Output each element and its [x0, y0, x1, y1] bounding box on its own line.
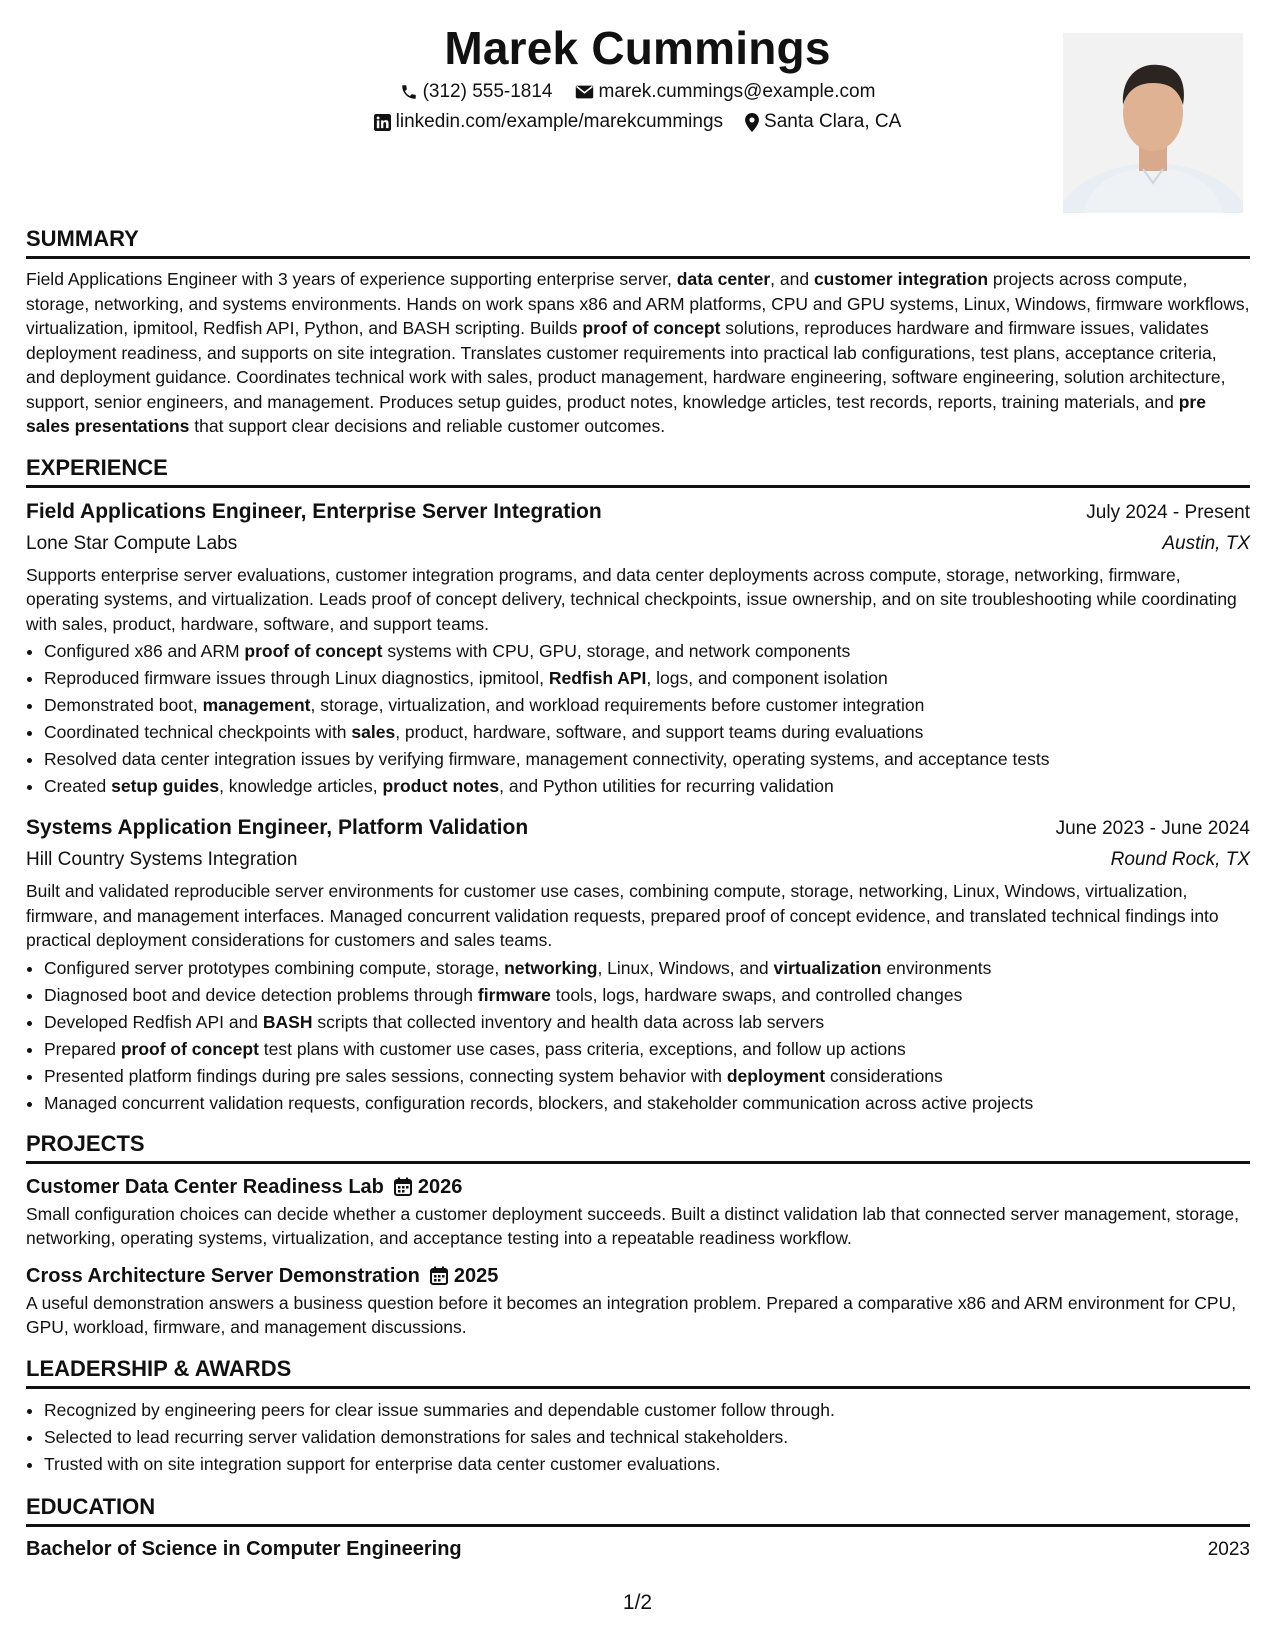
- job-entry: [26, 812, 1250, 1117]
- emphasis-text: proof of concept: [244, 641, 383, 661]
- job-dates: July 2024 - Present: [1086, 501, 1250, 523]
- project-title: Cross Architecture Server Demonstration: [26, 1264, 420, 1287]
- job-company: Hill Country Systems Integration: [26, 849, 298, 870]
- project-description: A useful demonstration answers a business question before it becomes an integration problem. Prepared a comparative x86 and ARM environment for CPU, GPU, workload, firmware, and management discussions.: [26, 1292, 1237, 1337]
- section-divider: [26, 1386, 1250, 1389]
- education-heading: EDUCATION: [26, 1493, 156, 1519]
- emphasis-text: customer integration: [813, 269, 989, 289]
- bullet-item: • Developed Redfish API and BASH scripts that collected inventory and health data across lab servers: [44, 1009, 1250, 1036]
- summary-section: [26, 224, 1250, 439]
- job-description: Built and validated reproducible server environments for customer use cases, combining compute, storage, networking, Linux, Windows, virtualization, firmware, and management interfaces. Managed concurrent validation requests, prepared proof of concept evidence, and translated technical findings into practical deployment considerations for customers and sales teams.: [26, 881, 1219, 950]
- section-divider: [26, 485, 1250, 488]
- emphasis-text: sales: [351, 722, 396, 742]
- location-contact: [745, 110, 901, 134]
- bullet-item: • Created setup guides, knowledge articles, product notes, and Python utilities for recurring validation: [44, 773, 1250, 800]
- emphasis-text: BASH: [262, 1011, 313, 1032]
- section-divider: [26, 1161, 1250, 1164]
- job-company: Lone Star Compute Labs: [26, 532, 238, 554]
- calendar-icon: [394, 1177, 412, 1196]
- job-location: Austin, TX: [1162, 532, 1250, 554]
- emphasis-text: proof of concept: [582, 318, 721, 338]
- envelope-icon: [575, 84, 594, 100]
- emphasis-text: virtualization: [773, 957, 882, 978]
- education-degree: Bachelor of Science in Computer Engineering: [26, 1537, 462, 1560]
- bullet-item: • Diagnosed boot and device detection problems through firmware tools, logs, hardware swaps, and controlled changes: [44, 982, 1250, 1009]
- emphasis-text: firmware: [477, 984, 551, 1005]
- resume-body: [26, 224, 1250, 1564]
- project-year: 2026: [417, 1175, 463, 1198]
- emphasis-text: management: [202, 695, 311, 715]
- email-contact[interactable]: [575, 80, 876, 104]
- leadership-list: [26, 1397, 1250, 1478]
- project-year: 2025: [453, 1264, 499, 1287]
- phone-icon: [400, 83, 418, 101]
- bullet-item: • Configured x86 and ARM proof of concept systems with CPU, GPU, storage, and network components: [44, 638, 1250, 665]
- experience-heading: EXPERIENCE: [26, 454, 168, 480]
- job-location: Round Rock, TX: [1110, 849, 1250, 870]
- candidate-name: Marek Cummings: [444, 22, 831, 74]
- bullet-item: • Recognized by engineering peers for clear issue summaries and dependable customer follow through.: [44, 1397, 1250, 1424]
- projects-heading: PROJECTS: [26, 1130, 145, 1156]
- emphasis-text: Redfish API: [548, 668, 647, 688]
- project-entry: [26, 1172, 1250, 1251]
- project-entry: [26, 1261, 1250, 1340]
- bullet-item: • Coordinated technical checkpoints with sales, product, hardware, software, and support teams during evaluations: [44, 719, 1250, 746]
- bullet-item: • Presented platform findings during pre sales sessions, connecting system behavior with deployment considerations: [44, 1063, 1250, 1090]
- job-bullets: [26, 955, 1250, 1117]
- emphasis-text: pre sales presentations: [26, 391, 1206, 436]
- emphasis-text: data center: [676, 269, 771, 289]
- bullet-item: • Reproduced firmware issues through Linux diagnostics, ipmitool, Redfish API, logs, and component isolation: [44, 665, 1250, 692]
- job-entry: [26, 496, 1250, 801]
- job-description: Supports enterprise server evaluations, customer integration programs, and data center deployments across compute, storage, networking, firmware, operating systems, and virtualization. Leads proof of concept delivery, technical checkpoints, issue ownership, and on site troubleshooting while coordinating with sales, product, hardware, software, and support teams.: [26, 564, 1237, 634]
- job-dates: June 2023 - June 2024: [1055, 818, 1250, 839]
- linkedin-url[interactable]: linkedin.com/example/marekcummings: [395, 111, 724, 132]
- education-section: [26, 1492, 1250, 1564]
- project-description: Small configuration choices can decide whether a customer deployment succeeds. Built a distinct validation lab that connected server management, storage, networking, operating systems, virtualization, and acceptance testing into a repeatable readiness workflow.: [26, 1203, 1240, 1248]
- linkedin-contact[interactable]: [374, 110, 723, 134]
- leadership-section: [26, 1354, 1250, 1478]
- leadership-heading: LEADERSHIP & AWARDS: [26, 1355, 292, 1381]
- location-text: Santa Clara, CA: [764, 111, 902, 132]
- education-year: 2023: [1207, 1538, 1250, 1560]
- job-bullets: [26, 638, 1250, 800]
- emphasis-text: setup guides: [111, 776, 220, 796]
- projects-section: [26, 1129, 1250, 1340]
- bullet-item: • Prepared proof of concept test plans with customer use cases, pass criteria, exceptions, and follow up actions: [44, 1036, 1250, 1063]
- phone-number: (312) 555-1814: [422, 81, 553, 102]
- phone-contact: [400, 80, 553, 104]
- bullet-item: • Demonstrated boot, management, storage, virtualization, and workload requirements before customer integration: [44, 692, 1250, 719]
- section-divider: [26, 1524, 1250, 1527]
- linkedin-icon: [374, 114, 391, 131]
- bullet-item: • Managed concurrent validation requests, configuration records, blockers, and stakeholder communication across active projects: [44, 1090, 1250, 1117]
- summary-heading: SUMMARY: [26, 226, 139, 251]
- calendar-icon: [430, 1266, 448, 1285]
- page-number: 1/2: [622, 1591, 653, 1614]
- summary-text: Field Applications Engineer with 3 years of experience supporting enterprise server, data center, and customer integration projects across compute, storage, networking, and systems environments. Hands on work spans x86 and ARM platforms, CPU and GPU systems, Linux, Windows, firmware workflows, virtualization, ipmitool, Redfish API, Python, and BASH scripting. Builds proof of concept solutions, reproduces hardware and firmware issues, validates deployment readiness, and supports on site integration. Translates customer requirements into practical lab configurations, test plans, acceptance criteria, and deployment guidance. Coordinates technical work with sales, product management, hardware engineering, software engineering, solution architecture, support, senior engineers, and management. Produces setup guides, product notes, knowledge articles, test records, reports, training materials, and pre sales presentations that support clear decisions and reliable customer outcomes.: [26, 269, 1250, 436]
- bullet-item: • Resolved data center integration issues by verifying firmware, management connectivity, operating systems, and acceptance tests: [44, 746, 1250, 773]
- job-title: Field Applications Engineer, Enterprise Server Integration: [26, 499, 602, 523]
- bullet-item: • Selected to lead recurring server validation demonstrations for sales and technical stakeholders.: [44, 1424, 1250, 1451]
- profile-photo: [1063, 33, 1243, 213]
- bullet-item: • Trusted with on site integration support for enterprise data center customer evaluations.: [44, 1451, 1250, 1478]
- experience-section: [26, 453, 1250, 1117]
- map-pin-icon: [745, 113, 759, 132]
- job-title: Systems Application Engineer, Platform Validation: [26, 816, 529, 839]
- emphasis-text: product notes: [382, 776, 500, 796]
- email-address[interactable]: marek.cummings@example.com: [598, 81, 876, 102]
- bullet-item: • Configured server prototypes combining compute, storage, networking, Linux, Windows, and virtualization environments: [44, 955, 1250, 982]
- emphasis-text: deployment: [726, 1065, 826, 1086]
- emphasis-text: proof of concept: [120, 1038, 259, 1059]
- section-divider: [26, 256, 1250, 259]
- emphasis-text: networking: [504, 957, 598, 978]
- project-title: Customer Data Center Readiness Lab: [26, 1175, 384, 1198]
